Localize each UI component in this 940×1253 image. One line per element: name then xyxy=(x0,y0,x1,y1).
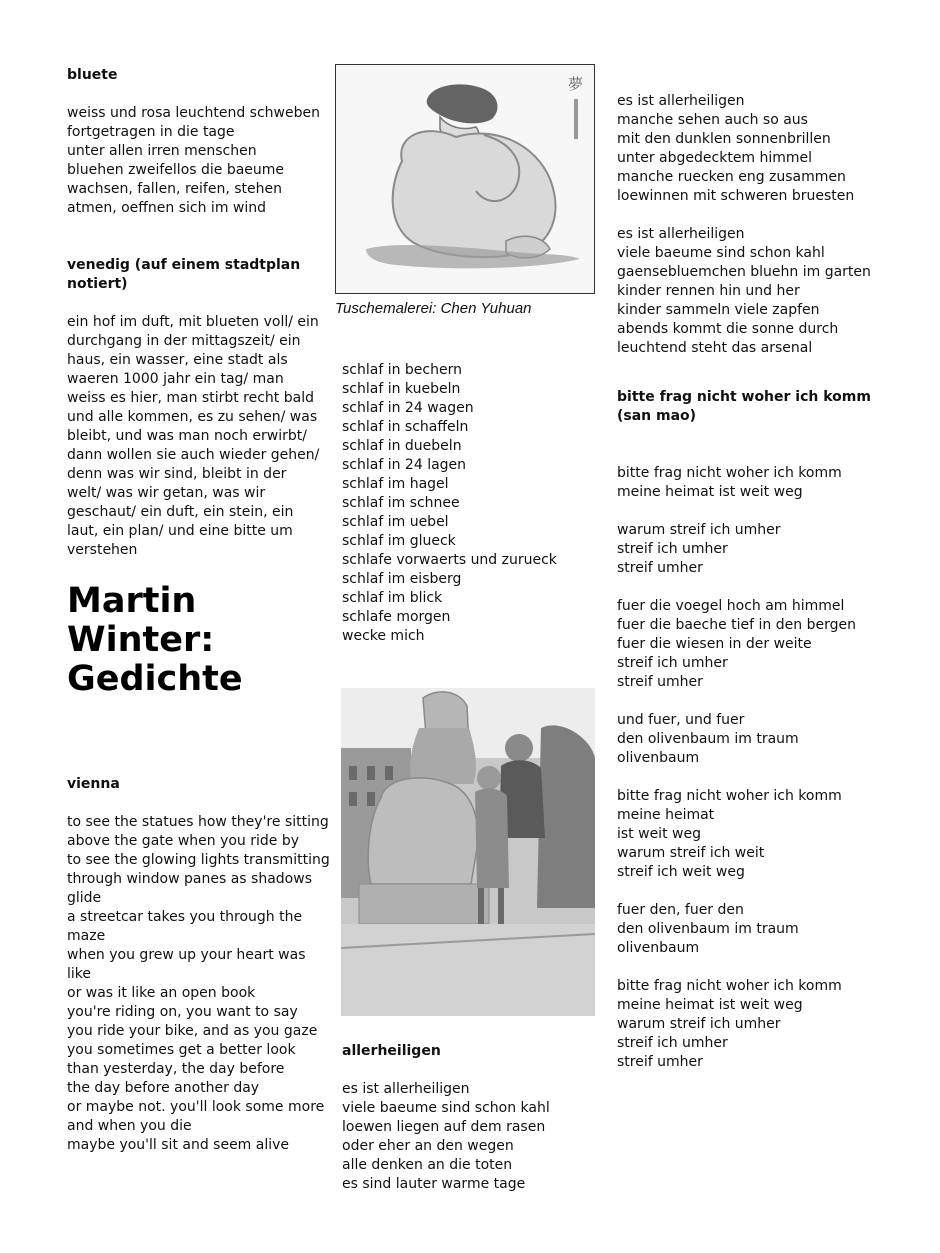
title-line: (san mao) xyxy=(617,408,697,424)
title-line: notiert) xyxy=(67,276,128,292)
poem-line: schlaf im uebel xyxy=(342,514,449,530)
poem-line: streif ich umher xyxy=(617,1035,728,1051)
poem-line: haus, ein wasser, eine stadt als xyxy=(67,352,288,368)
poem-line: schlaf im blick xyxy=(342,590,443,606)
poem-line: unter abgedecktem himmel xyxy=(617,150,813,166)
title-line: venedig (auf einem stadtplan xyxy=(67,257,301,273)
poem-line: schlaf in kuebeln xyxy=(342,381,461,397)
poem-line: you ride your bike, and as you gaze xyxy=(67,1023,318,1039)
poem-line: alle denken an die toten xyxy=(342,1157,513,1173)
poem-line: like xyxy=(67,966,92,982)
poem-line: loewen liegen auf dem rasen xyxy=(342,1119,546,1135)
ink-painting xyxy=(335,64,595,294)
poem-line: glide xyxy=(67,890,102,906)
poem-line: olivenbaum xyxy=(617,750,700,766)
poem-line: und alle kommen, es zu sehen/ was xyxy=(67,409,318,425)
poem-line: schlaf im hagel xyxy=(342,476,449,492)
poem-line: es sind lauter warme tage xyxy=(342,1176,526,1192)
poem-line: mit den dunklen sonnenbrillen xyxy=(617,131,831,147)
poem-line: schlaf in duebeln xyxy=(342,438,462,454)
poem-line: streif umher xyxy=(617,1054,703,1070)
poem-line: than yesterday, the day before xyxy=(67,1061,285,1077)
poem-title-allerheiligen: allerheiligen xyxy=(342,1043,441,1059)
poem-venedig xyxy=(67,313,322,560)
poem-line: schlaf in bechern xyxy=(342,362,462,378)
poem-line: weiss es hier, man stirbt recht bald xyxy=(67,390,314,406)
page-title-line: Winter: xyxy=(67,620,215,660)
poem-line: fuer die voegel hoch am himmel xyxy=(617,598,845,614)
ink-painting-figure xyxy=(336,65,594,293)
poem-bluete xyxy=(67,104,322,218)
poem-line: schlaf im glueck xyxy=(342,533,456,549)
poem-line: schlaf in 24 wagen xyxy=(342,400,474,416)
sphinx-photo-image xyxy=(341,688,595,1016)
poem-line: streif ich umher xyxy=(617,541,728,557)
poem-allerheiligen-stanza xyxy=(617,225,907,358)
poem-line: oder eher an den wegen xyxy=(342,1138,514,1154)
poem-line: streif ich weit weg xyxy=(617,864,745,880)
poem-line: bitte frag nicht woher ich komm xyxy=(617,978,842,994)
poem-line: a streetcar takes you through the xyxy=(67,909,303,925)
poem-line: kinder sammeln viele zapfen xyxy=(617,302,820,318)
poem-line: viele baeume sind schon kahl xyxy=(342,1100,550,1116)
page-title-line: Gedichte xyxy=(67,659,243,699)
poem-line: verstehen xyxy=(67,542,138,558)
poem-line: meine heimat xyxy=(617,807,715,823)
poem-line: maybe you'll sit and seem alive xyxy=(67,1137,290,1153)
poem-line: warum streif ich weit xyxy=(617,845,765,861)
poem-line: gaensebluemchen bluehn im garten xyxy=(617,264,871,280)
painting-caption: Tuschemalerei: Chen Yuhuan xyxy=(335,300,532,317)
title-line: bitte frag nicht woher ich komm xyxy=(617,389,871,405)
poem-line: laut, ein plan/ und eine bitte um xyxy=(67,523,293,539)
poem-line: schlafe vorwaerts und zurueck xyxy=(342,552,557,568)
poem-line: abends kommt die sonne durch xyxy=(617,321,839,337)
poem-line: loewinnen mit schweren bruesten xyxy=(617,188,855,204)
middle-column xyxy=(335,64,600,1194)
poem-line: streif umher xyxy=(617,560,703,576)
poem-line: viele baeume sind schon kahl xyxy=(617,245,825,261)
poem-line: warum streif ich umher xyxy=(617,1016,781,1032)
poem-line: manche sehen auch so aus xyxy=(617,112,808,128)
poem-line: you sometimes get a better look xyxy=(67,1042,296,1058)
poem-line: schlaf in 24 lagen xyxy=(342,457,467,473)
poem-line: es ist allerheiligen xyxy=(617,226,745,242)
poem-line: schlafe morgen xyxy=(342,609,451,625)
poem-lines xyxy=(342,1080,600,1194)
poem-line: meine heimat ist weit weg xyxy=(617,997,803,1013)
poem-line: fortgetragen in die tage xyxy=(67,124,235,140)
poem-line: bleibt, und was man noch erwirbt/ xyxy=(67,428,307,444)
poem-line: leuchtend steht das arsenal xyxy=(617,340,813,356)
poem-line: denn was wir sind, bleibt in der xyxy=(67,466,287,482)
poem-line: warum streif ich umher xyxy=(617,522,781,538)
poem-title-venedig xyxy=(67,256,322,294)
poem-line: weiss und rosa leuchtend schweben xyxy=(67,105,320,121)
poem-line: when you grew up your heart was xyxy=(67,947,306,963)
page-title-line: Martin xyxy=(67,581,197,621)
poem-line: schlaf in schaffeln xyxy=(342,419,469,435)
poem-allerheiligen-stanza xyxy=(617,92,907,206)
poem-line: schlaf im eisberg xyxy=(342,571,462,587)
sphinx-photo xyxy=(341,688,595,1016)
poem-line: dann wollen sie auch wieder gehen/ xyxy=(67,447,320,463)
poem-line: the day before another day xyxy=(67,1080,260,1096)
poem-line: fuer die baeche tief in den bergen xyxy=(617,617,856,633)
poem-line: und fuer, und fuer xyxy=(617,712,745,728)
poem-line: fuer die wiesen in der weite xyxy=(617,636,812,652)
poem-line: welt/ was wir getan, was wir xyxy=(67,485,266,501)
poem-line: es ist allerheiligen xyxy=(617,93,745,109)
poem-line: and when you die xyxy=(67,1118,192,1134)
poem-line: or was it like an open book xyxy=(67,985,256,1001)
poem-line: atmen, oeffnen sich im wind xyxy=(67,200,267,216)
poem-line: bitte frag nicht woher ich komm xyxy=(617,465,842,481)
poem-line: you're riding on, you want to say xyxy=(67,1004,298,1020)
poem-line: es ist allerheiligen xyxy=(342,1081,470,1097)
painting-seal: 夢 xyxy=(568,75,584,93)
page-title xyxy=(67,582,322,699)
poem-line: above the gate when you ride by xyxy=(67,833,300,849)
poem-line: kinder rennen hin und her xyxy=(617,283,800,299)
left-column xyxy=(67,66,330,1155)
poem-line: waeren 1000 jahr ein tag/ man xyxy=(67,371,284,387)
poem-line: through window panes as shadows xyxy=(67,871,312,887)
poem-title-bluete: bluete xyxy=(67,67,118,83)
poem-line: den olivenbaum im traum xyxy=(617,921,799,937)
poem-line: ist weit weg xyxy=(617,826,701,842)
poem-line: wachsen, fallen, reifen, stehen xyxy=(67,181,282,197)
poem-line: schlaf im schnee xyxy=(342,495,460,511)
poem-title-vienna: vienna xyxy=(67,776,120,792)
poem-line: durchgang in der mittagszeit/ ein xyxy=(67,333,301,349)
poem-line: to see the glowing lights transmitting xyxy=(67,852,330,868)
poem-line: fuer den, fuer den xyxy=(617,902,744,918)
poem-line: ein hof im duft, mit blueten voll/ ein xyxy=(67,314,319,330)
poem-line: to see the statues how they're sitting xyxy=(67,814,329,830)
poem-san-mao xyxy=(617,464,907,1072)
poem-line: bluehen zweifellos die baeume xyxy=(67,162,285,178)
poem-title-san-mao xyxy=(617,388,907,426)
poem-line: meine heimat ist weit weg xyxy=(617,484,803,500)
poem-line: streif umher xyxy=(617,674,703,690)
poem-schlaf xyxy=(335,361,600,646)
poem-allerheiligen-part1 xyxy=(335,1042,600,1194)
right-column xyxy=(617,92,907,1072)
poem-line: den olivenbaum im traum xyxy=(617,731,799,747)
poem-line: or maybe not. you'll look some more xyxy=(67,1099,325,1115)
poem-vienna xyxy=(67,813,330,1155)
poem-line: wecke mich xyxy=(342,628,425,644)
poem-line: bitte frag nicht woher ich komm xyxy=(617,788,842,804)
poem-line: geschaut/ ein duft, ein stein, ein xyxy=(67,504,294,520)
poem-line: unter allen irren menschen xyxy=(67,143,257,159)
poem-line: olivenbaum xyxy=(617,940,700,956)
poem-line: streif ich umher xyxy=(617,655,728,671)
poem-line: maze xyxy=(67,928,106,944)
poem-line: manche ruecken eng zusammen xyxy=(617,169,846,185)
